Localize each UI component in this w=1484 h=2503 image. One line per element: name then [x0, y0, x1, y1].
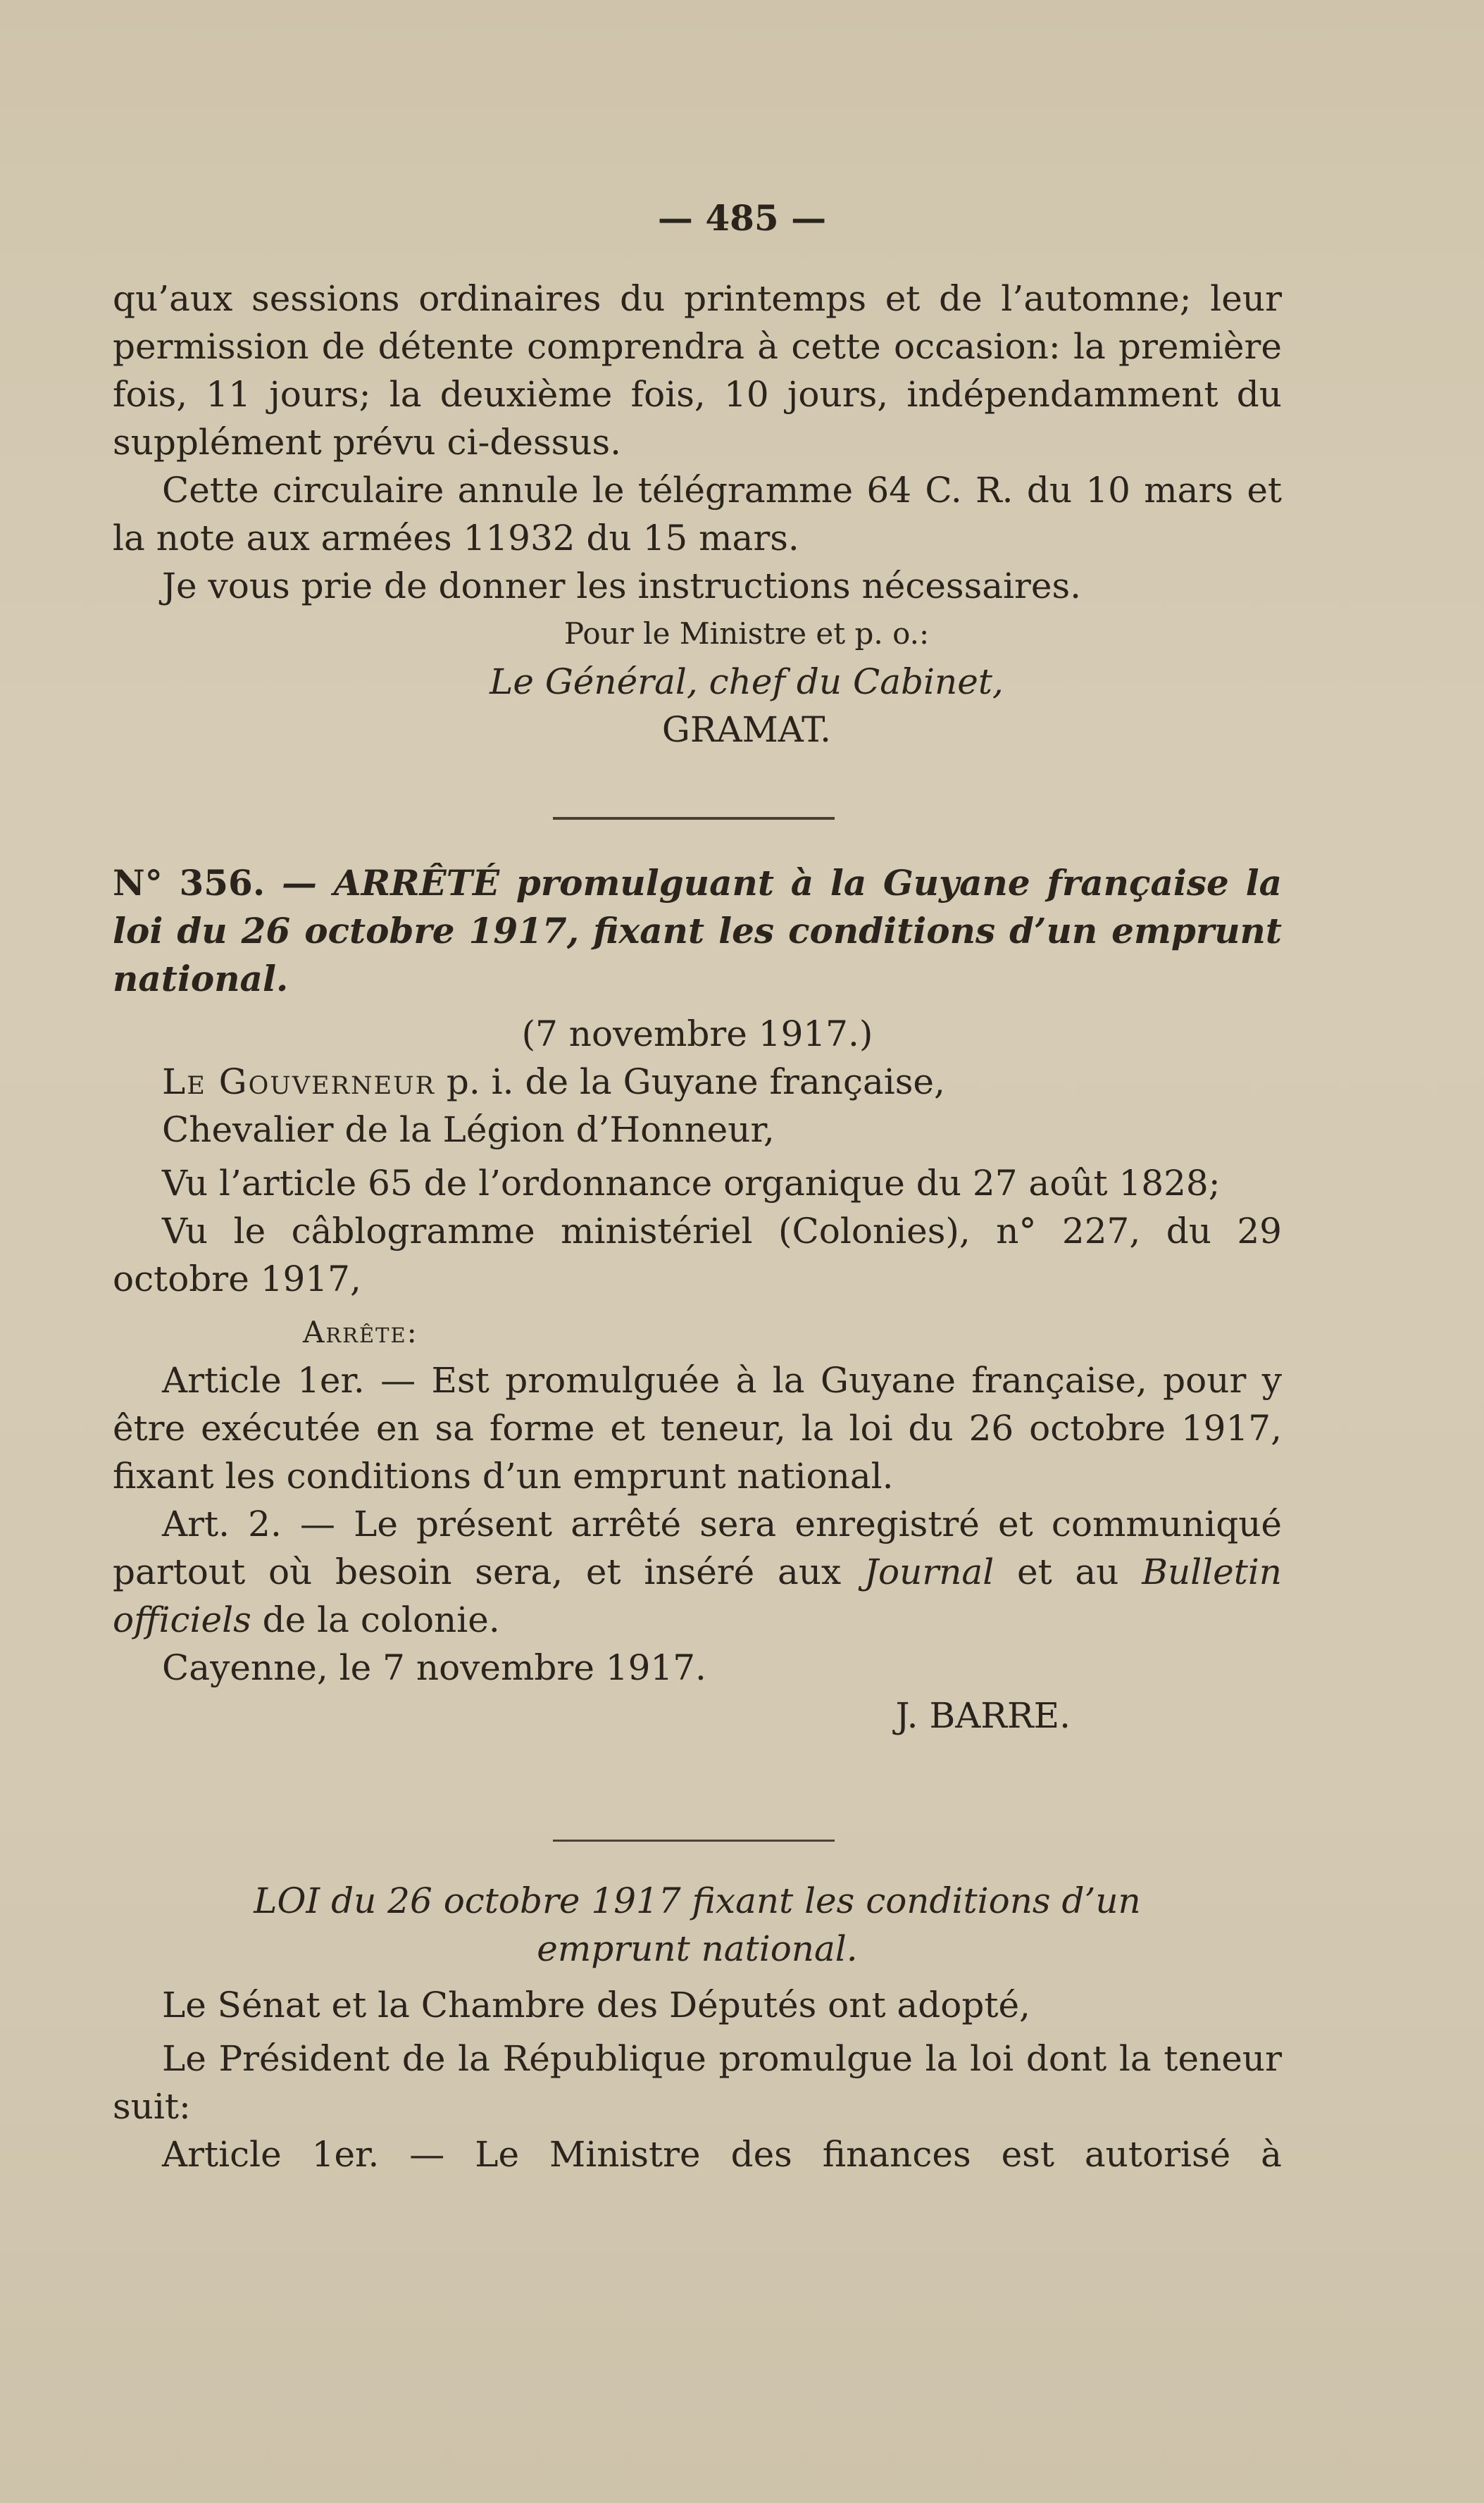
arrete-number: N° 356. [113, 862, 266, 904]
chevalier-line: Chevalier de la Légion d’Honneur, [162, 1109, 775, 1150]
bulletin-words: Bulletin officiels [113, 1552, 1283, 1640]
top-section [113, 275, 1282, 754]
separator-rule-1 [553, 817, 835, 820]
loi-section [113, 1877, 1282, 2178]
article-2-text-b: et au [994, 1552, 1142, 1592]
instructions-paragraph: Je vous prie de donner les instructions nécessaires. [162, 566, 1082, 606]
article-1: Article 1er. — Est promulguée à la Guyane française, pour y être exécutée en sa forme et teneur, la loi du 26 octobre 1917, fixant les conditions d’un emprunt national. [113, 1360, 1282, 1497]
governor-rest: p. i. de la Guyane française, [435, 1061, 945, 1102]
loi-title: LOI du 26 octobre 1917 fixant les conditions d’un emprunt national. [254, 1880, 1141, 1969]
arrete-signature: J. BARRE. [895, 1695, 1071, 1736]
continued-paragraph: qu’aux sessions ordinaires du printemps et de l’automne; leur permission de détente comprendra à cette occasion: la première fois, 11 jours; la deuxième fois, 10 jours, indépendamment du supplément prévu ci-dessus. [113, 278, 1282, 463]
article-2 [113, 1500, 1282, 1644]
arrete-heading [113, 859, 1282, 1003]
page-number: — 485 — [657, 197, 827, 239]
vu-article: Vu l’article 65 de l’ordonnance organique du 27 août 1828; [162, 1163, 1221, 1204]
annulment-paragraph: Cette circulaire annule le télégramme 64 C. R. du 10 mars et la note aux armées 11932 du 15 mars. [113, 470, 1282, 558]
loi-article-1: Article 1er. — Le Ministre des finances est autorisé à [162, 2134, 1282, 2175]
arrete-section [113, 859, 1282, 1740]
arrete-title: — ARRÊTÉ promulguant à la Guyane française la loi du 26 octobre 1917, fixant les conditions d’un emprunt national. [113, 862, 1282, 999]
vu-cablogramme: Vu le câblogramme ministériel (Colonies), n° 227, du 29 octobre 1917, [113, 1211, 1282, 1299]
article-2-text-c: de la colonie. [251, 1599, 500, 1640]
arrete-label: Arrête: [303, 1315, 418, 1349]
journal-word: Journal [863, 1552, 994, 1592]
article-2-text-a: Art. 2. — Le présent arrêté sera enregistré et communiqué partout où besoin sera, et inséré aux [113, 1504, 1282, 1592]
place-date: Cayenne, le 7 novembre 1917. [162, 1647, 706, 1688]
governor-title: Le Gouverneur [162, 1061, 435, 1102]
loi-paragraph-2: Le Président de la République promulgue la loi dont la teneur suit: [113, 2038, 1282, 2127]
arrete-date: (7 novembre 1917.) [521, 1013, 873, 1054]
governor-line [113, 1058, 1282, 1106]
signature-line-1: Pour le Ministre et p. o.: [563, 616, 930, 651]
signature-line-2: Le Général, chef du Cabinet, [490, 661, 1004, 702]
signature-name: GRAMAT. [661, 709, 832, 750]
loi-paragraph-1: Le Sénat et la Chambre des Députés ont adopté, [162, 1985, 1030, 2026]
separator-rule-2 [553, 1840, 835, 1842]
